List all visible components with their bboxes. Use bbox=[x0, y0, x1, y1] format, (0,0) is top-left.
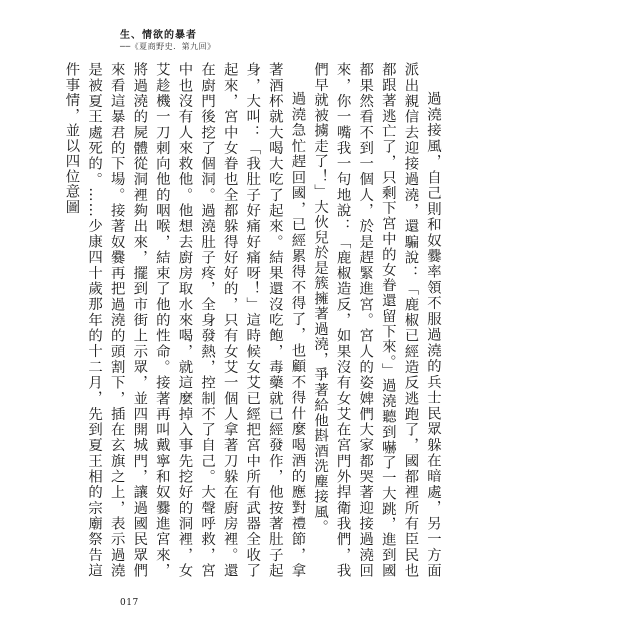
page-number: 017 bbox=[120, 598, 139, 608]
body-text bbox=[63, 62, 444, 578]
paragraph-1: 過澆接風，自己則和奴爨率領不服過澆的兵士民眾躲在暗處，另一方面派出親信去迎接過澆，還騙說：「鹿椒已經造反逃跑了，國都裡所有臣民也都跟著逃亡了，只剩下宮中的女眷還留下來。」過澆聽到嚇了一大跳，進到國都果然看不到一個人，於是趕緊進宮。宮人的姿婢們大家都哭著迎接過澆回來，你一嘴我一句地說：「鹿椒造反，如果沒有女艾在宮門外捍衛我們，我們早就被擄走了！」大伙兒於是簇擁著過澆，爭著給他斟酒洗塵接風。 bbox=[312, 62, 441, 578]
chapter-subtitle: ──《夏商野史．第九回》 bbox=[120, 42, 216, 51]
paragraph-2: 過澆急忙趕回國，已經累得不得了，也顧不得什麼喝酒的應對禮節，拿著酒杯就大喝大吃了起來。結果還沒吃飽，毒藥就已經發作，他按著肚子起身，大叫：「我肚子好痛好痛呀！」這時候女艾已經把宮中所有武器全收了起來，宮中女眷也全都躲得好好的，只有女艾一個人拿著刀躲在廚房裡。還在廚門後挖了個洞。過澆肚子疼，全身發熱，控制不了自己。大聲呼救，宮中也沒有人來救他。他想去廚房取水來喝，就這麼掉入事先挖好的洞裡，女艾趁機一刀刺向他的咽喉，結束了他的性命。接著再叫戴寧和奴爨進宮來，將過澆的屍體從洞裡夠出來，擺到市街上示眾，並四開城門，讓過國民眾們來看這暴君的下場。接著奴爨再把過澆的頭割下，插在玄旗之上，表示過澆是被夏王處死的。……少康四十歲那年的十二月，先到夏王相的宗廟祭告這件事情，並以四位意圖 bbox=[63, 62, 306, 578]
chapter-title: 生、情欲的暴者 bbox=[120, 30, 197, 41]
